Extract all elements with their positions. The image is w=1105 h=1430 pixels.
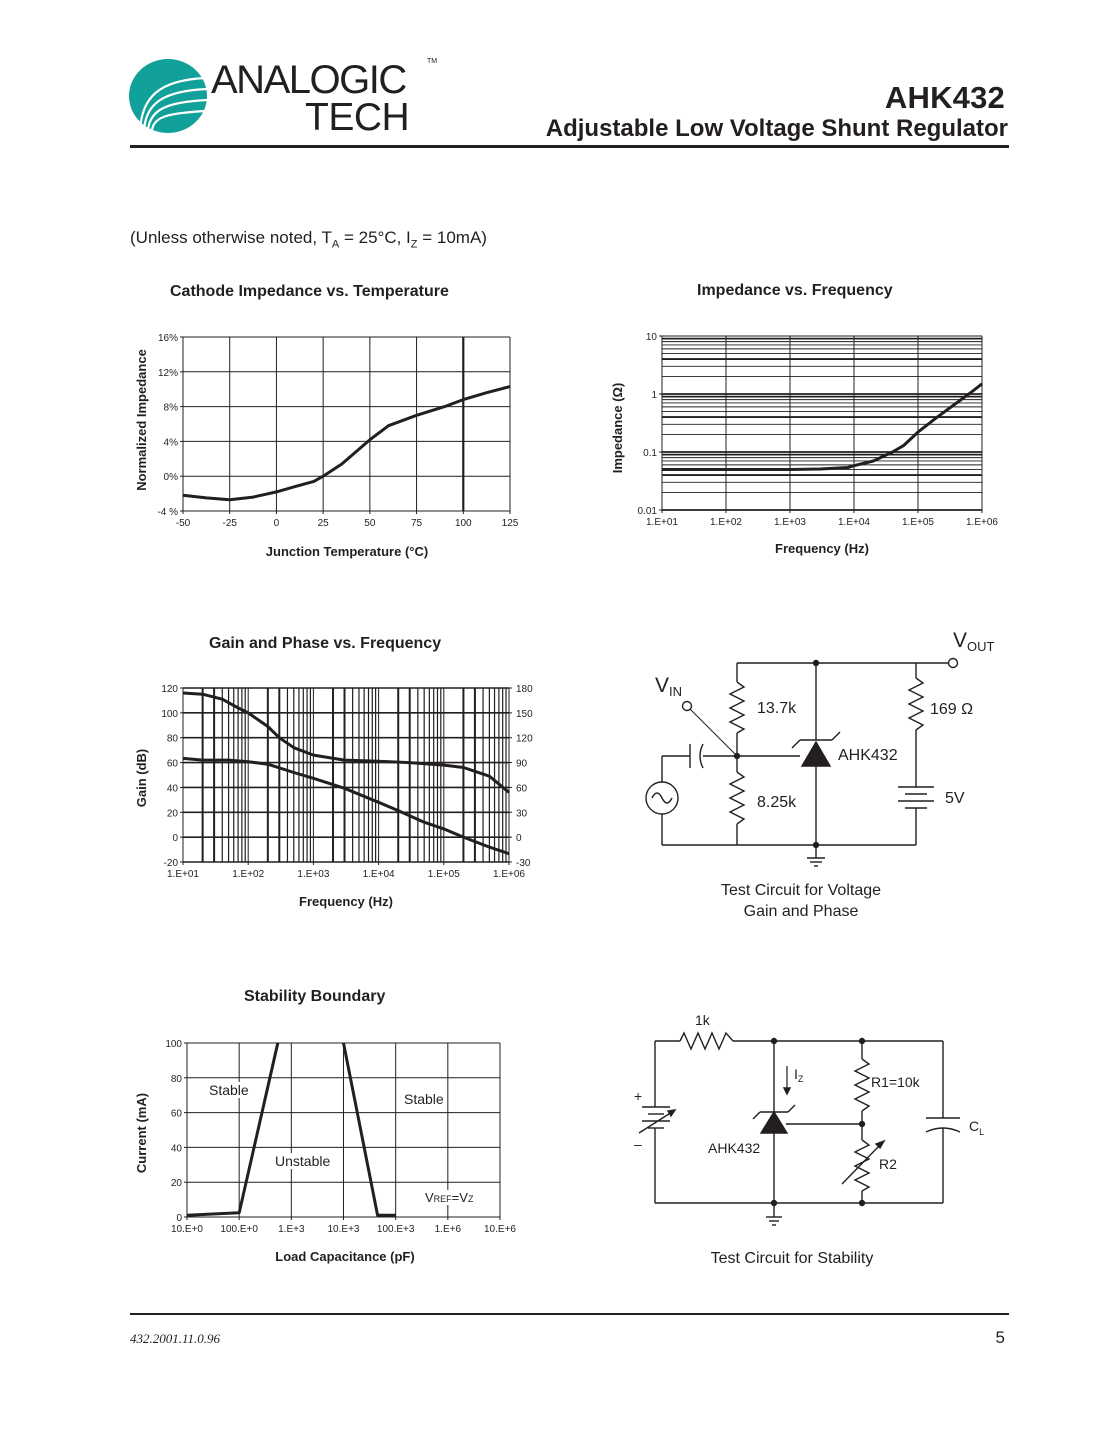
data-series-line xyxy=(183,693,509,792)
svg-text:1.E+06: 1.E+06 xyxy=(966,517,998,528)
svg-text:10: 10 xyxy=(645,332,657,343)
shunt-regulator-icon xyxy=(802,742,830,766)
svg-text:10.E+6: 10.E+6 xyxy=(484,1224,516,1235)
svg-text:100.E+0: 100.E+0 xyxy=(220,1224,258,1235)
svg-text:20: 20 xyxy=(170,1178,182,1190)
variable-resistor-r2-icon xyxy=(855,1140,869,1191)
cl-label: $C_L$ xyxy=(969,1118,985,1137)
svg-text:180: 180 xyxy=(516,684,533,695)
svg-text:-25: -25 xyxy=(222,518,237,529)
battery-plus-label: + xyxy=(634,1088,643,1104)
svg-text:12%: 12% xyxy=(157,367,178,379)
vout-label: VOUT xyxy=(953,629,995,654)
svg-text:1.E+04: 1.E+04 xyxy=(362,869,395,880)
unstable-region-label: Unstable xyxy=(275,1153,331,1169)
svg-text:1.E+3: 1.E+3 xyxy=(278,1224,305,1235)
svg-text:-20: -20 xyxy=(163,858,178,869)
chart-gain-phase xyxy=(120,670,550,920)
chart-title-cathode-impedance: Cathode Impedance vs. Temperature xyxy=(170,283,449,300)
iz-label: $I_Z$ xyxy=(794,1066,804,1084)
battery-label: 5V xyxy=(945,790,965,807)
company-logo-icon xyxy=(128,58,208,134)
data-series-line xyxy=(183,387,510,500)
chart-cathode-impedance xyxy=(120,320,530,570)
svg-text:1.E+03: 1.E+03 xyxy=(774,517,806,528)
svg-text:100: 100 xyxy=(161,708,178,720)
chart-impedance-frequency xyxy=(600,320,1010,570)
svg-text:10.E+0: 10.E+0 xyxy=(171,1224,203,1235)
footer-divider xyxy=(130,1313,1009,1315)
svg-text:120: 120 xyxy=(161,684,178,695)
svg-text:1.E+05: 1.E+05 xyxy=(902,517,934,528)
test-circuit-stability xyxy=(620,1000,1010,1240)
vin-label: VIN xyxy=(655,674,683,699)
svg-text:1.E+03: 1.E+03 xyxy=(297,869,330,880)
svg-text:4%: 4% xyxy=(163,437,178,449)
svg-text:50: 50 xyxy=(364,518,376,529)
r1-label: R1=10k xyxy=(871,1074,920,1090)
svg-text:1.E+05: 1.E+05 xyxy=(427,869,460,880)
svg-text:1.E+02: 1.E+02 xyxy=(710,517,742,528)
chart2-xlabel: Frequency (Hz) xyxy=(775,541,869,556)
svg-text:1.E+02: 1.E+02 xyxy=(232,869,265,880)
chart3-xlabel: Frequency (Hz) xyxy=(299,894,393,909)
resistor-13k7-icon xyxy=(730,682,744,733)
svg-text:100: 100 xyxy=(165,1039,182,1050)
svg-text:0: 0 xyxy=(176,1213,182,1224)
resistor-13k7-label: 13.7k xyxy=(757,700,797,717)
page-number: 5 xyxy=(995,1328,1005,1347)
shunt-regulator-icon xyxy=(761,1112,787,1133)
svg-text:8%: 8% xyxy=(163,402,178,414)
device-label: AHK432 xyxy=(708,1140,761,1156)
svg-text:0: 0 xyxy=(273,518,280,529)
svg-text:40: 40 xyxy=(166,783,178,795)
svg-text:30: 30 xyxy=(516,808,528,820)
svg-text:100: 100 xyxy=(454,518,472,529)
part-number: AHK432 xyxy=(884,80,1005,115)
svg-text:0.1: 0.1 xyxy=(643,448,657,459)
battery-minus-label: – xyxy=(634,1136,642,1152)
chart-title-impedance-frequency: Impedance vs. Frequency xyxy=(697,282,893,299)
svg-text:60: 60 xyxy=(166,758,178,770)
svg-text:125: 125 xyxy=(501,518,519,529)
chart-stability-boundary xyxy=(120,1025,530,1275)
data-series-line xyxy=(183,758,509,853)
chart3-ylabel: Gain (dB) xyxy=(134,748,149,808)
logo-text-analogic: ANALOGIC xyxy=(211,58,406,102)
logo-trademark: TM xyxy=(427,58,438,65)
r2-label: R2 xyxy=(879,1156,897,1172)
data-series-line xyxy=(344,1043,396,1215)
document-subtitle: Adjustable Low Voltage Shunt Regulator xyxy=(545,115,1008,142)
svg-text:100.E+3: 100.E+3 xyxy=(376,1224,415,1235)
chart1-ylabel: Normalized Impedance xyxy=(134,349,149,491)
chart-title-stability-boundary: Stability Boundary xyxy=(244,988,386,1005)
resistor-169-label: 169 Ω xyxy=(930,701,974,718)
svg-text:-4 %: -4 % xyxy=(157,507,178,518)
device-label: AHK432 xyxy=(838,747,898,764)
svg-text:75: 75 xyxy=(411,518,423,529)
svg-text:0: 0 xyxy=(516,833,522,845)
chart4-ylabel: Current (mA) xyxy=(134,1092,149,1174)
svg-text:1.E+6: 1.E+6 xyxy=(434,1224,462,1235)
caption-stability-circuit: Test Circuit for Stability xyxy=(710,1250,874,1267)
svg-text:25: 25 xyxy=(317,518,329,529)
stable-region-label-right: Stable xyxy=(404,1091,444,1107)
vref-vz-annotation: VREF=VZ xyxy=(425,1190,474,1205)
svg-text:120: 120 xyxy=(516,733,533,745)
resistor-8k25-icon xyxy=(730,772,744,824)
svg-text:0: 0 xyxy=(172,833,178,845)
svg-text:10.E+3: 10.E+3 xyxy=(327,1224,360,1235)
svg-text:40: 40 xyxy=(170,1143,182,1155)
resistor-8k25-label: 8.25k xyxy=(757,794,797,811)
conditions-note: (Unless otherwise noted, $T_A = 25^\circ C$, $I_Z = 10mA$) xyxy=(130,228,487,251)
data-series-line xyxy=(187,1043,278,1215)
svg-text:1.E+01: 1.E+01 xyxy=(167,869,199,880)
svg-text:1.E+04: 1.E+04 xyxy=(838,517,870,528)
chart1-xlabel: Junction Temperature (°C) xyxy=(265,544,429,559)
svg-text:-30: -30 xyxy=(516,858,531,869)
svg-text:16%: 16% xyxy=(157,333,178,344)
resistor-1k-label: 1k xyxy=(695,1012,710,1028)
svg-text:60: 60 xyxy=(516,783,528,795)
svg-text:80: 80 xyxy=(170,1073,182,1085)
resistor-169-icon xyxy=(909,678,923,730)
chart4-xlabel: Load Capacitance (pF) xyxy=(275,1249,415,1264)
resistor-r1-icon xyxy=(855,1059,869,1111)
svg-text:80: 80 xyxy=(166,733,178,745)
svg-text:20: 20 xyxy=(166,808,178,820)
svg-text:1.E+01: 1.E+01 xyxy=(646,517,678,528)
caption-gain-phase-circuit: Test Circuit for Voltage Gain and Phase xyxy=(720,882,882,920)
svg-text:60: 60 xyxy=(170,1108,182,1120)
header-divider xyxy=(130,145,1009,148)
svg-text:1.E+06: 1.E+06 xyxy=(493,869,525,880)
stable-region-label-left: Stable xyxy=(209,1082,249,1098)
svg-text:0.01: 0.01 xyxy=(637,506,657,517)
svg-text:150: 150 xyxy=(516,708,533,720)
resistor-1k-icon xyxy=(680,1033,733,1049)
document-code: 432.2001.11.0.96 xyxy=(130,1331,221,1346)
svg-text:90: 90 xyxy=(516,758,528,770)
chart2-ylabel: Impedance (Ω) xyxy=(610,382,625,474)
svg-text:1: 1 xyxy=(651,390,657,401)
svg-text:-50: -50 xyxy=(175,518,191,529)
chart-title-gain-phase: Gain and Phase vs. Frequency xyxy=(209,635,442,652)
logo-text-tech: TECH xyxy=(305,96,410,139)
svg-text:0%: 0% xyxy=(163,472,178,484)
vout-terminal-icon xyxy=(949,659,958,668)
